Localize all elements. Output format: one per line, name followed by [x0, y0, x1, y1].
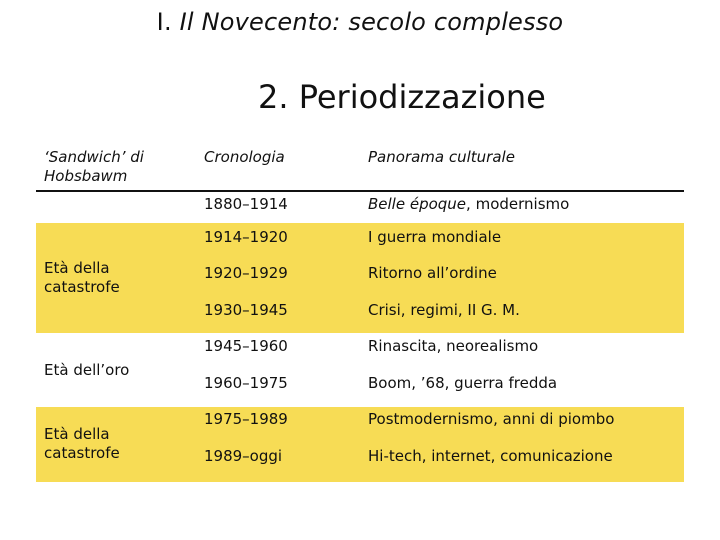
- row-culture: Hi-tech, internet, comunicazione: [368, 447, 613, 465]
- row-period: 1914–1920: [204, 228, 288, 246]
- header-chronology: Cronologia: [204, 148, 285, 166]
- row-culture: Crisi, regimi, II G. M.: [368, 301, 520, 319]
- row-culture: I guerra mondiale: [368, 228, 502, 246]
- row-culture-italic: Belle époque: [368, 195, 467, 213]
- title-prefix: I.: [156, 8, 180, 36]
- header-culture: Panorama culturale: [368, 148, 515, 166]
- row-culture: [368, 195, 569, 213]
- row-culture: Boom, ’68, guerra fredda: [368, 374, 558, 392]
- title-italic: Il Novecento: secolo complesso: [179, 8, 564, 36]
- row-period: 1945–1960: [204, 337, 288, 355]
- section-subtitle: 2. Periodizzazione: [258, 78, 546, 116]
- row-period: 1880–1914: [204, 195, 288, 213]
- row-period: 1960–1975: [204, 374, 288, 392]
- row-period: 1920–1929: [204, 264, 288, 282]
- era-label-oro: Età dell’oro: [44, 361, 130, 379]
- row-period: 1989–oggi: [204, 447, 283, 465]
- slide-title: [0, 8, 720, 36]
- header-rule: [36, 190, 684, 192]
- header-sandwich: ‘Sandwich’ di Hobsbawm: [44, 148, 144, 185]
- era-label-catastrofe-1: Età della catastrofe: [44, 259, 120, 296]
- row-culture: Ritorno all’ordine: [368, 264, 497, 282]
- row-culture-rest: , modernismo: [466, 195, 570, 213]
- row-period: 1930–1945: [204, 301, 288, 319]
- row-period: 1975–1989: [204, 410, 288, 428]
- era-label-catastrofe-2: Età della catastrofe: [44, 425, 120, 462]
- row-culture: Rinascita, neorealismo: [368, 337, 539, 355]
- row-culture: Postmodernismo, anni di piombo: [368, 410, 615, 428]
